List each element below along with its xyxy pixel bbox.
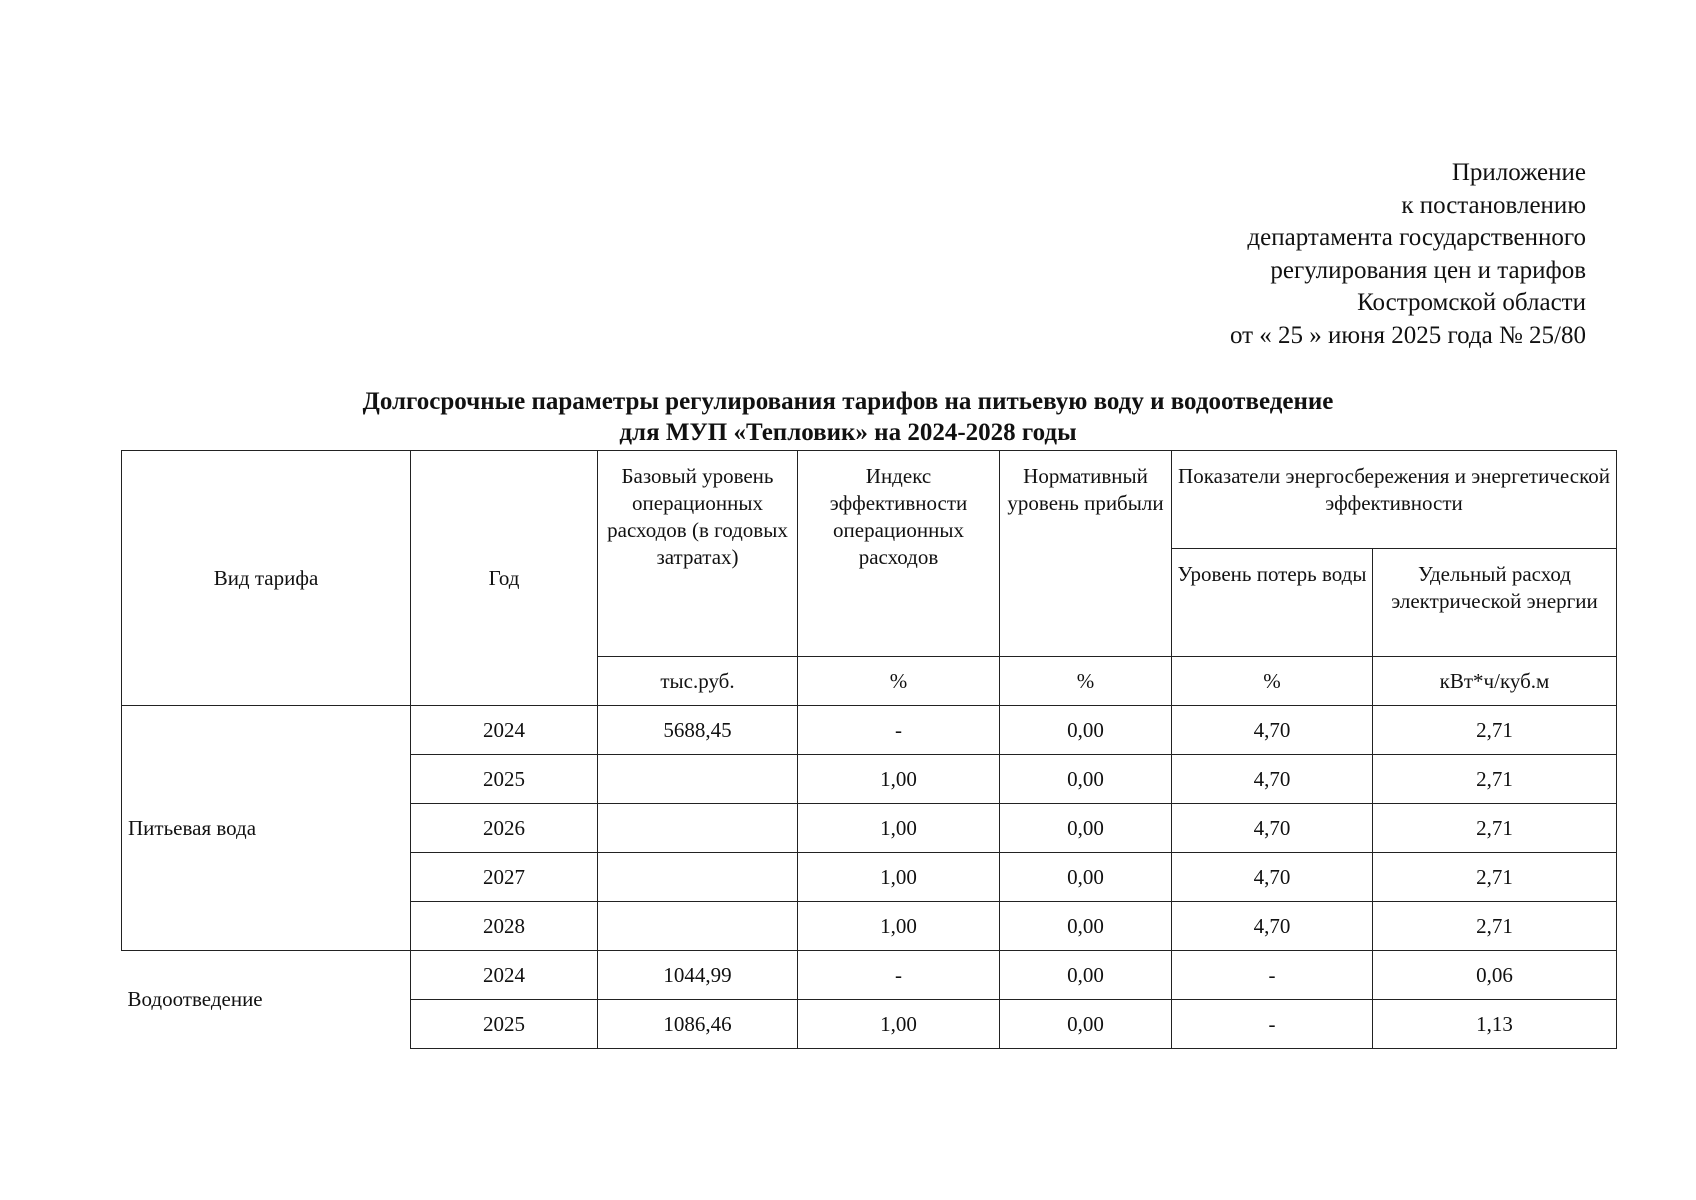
year-cell: 2027 [411, 853, 598, 902]
unit-water-losses: % [1172, 657, 1373, 706]
profit-level-cell: 0,00 [1000, 902, 1172, 951]
appendix-line: Костромской области [1357, 289, 1586, 316]
base-opex-cell [598, 804, 798, 853]
unit-efficiency-index: % [798, 657, 1000, 706]
tariff-parameters-table [121, 450, 1617, 1049]
header-row-1 [122, 451, 1617, 549]
header-year: Год [411, 451, 598, 706]
year-cell: 2024 [411, 706, 598, 755]
appendix-line: департамента государственного [1247, 224, 1586, 251]
tariff-kind-cell: Питьевая вода [122, 706, 411, 951]
year-cell: 2024 [411, 951, 598, 1000]
profit-level-cell: 0,00 [1000, 853, 1172, 902]
appendix-line: Приложение [1451, 159, 1586, 186]
efficiency-index-cell: 1,00 [798, 755, 1000, 804]
appendix-date-line: от « 25 » июня 2025 года № 25/80 [1229, 321, 1586, 349]
year-cell: 2025 [411, 755, 598, 804]
electricity-use-cell: 0,06 [1373, 951, 1617, 1000]
base-opex-cell [598, 755, 798, 804]
water-losses-cell: 4,70 [1172, 804, 1373, 853]
appendix-block [1230, 157, 1586, 352]
electricity-use-cell: 2,71 [1373, 755, 1617, 804]
profit-level-cell: 0,00 [1000, 1000, 1172, 1049]
header-water-losses: Уровень потерь воды [1172, 549, 1373, 657]
electricity-use-cell: 2,71 [1373, 706, 1617, 755]
year-cell: 2025 [411, 1000, 598, 1049]
table-row [122, 951, 1617, 1000]
header-efficiency-index: Индекс эффективности операционных расходов [798, 451, 1000, 657]
unit-profit-level: % [1000, 657, 1172, 706]
appendix-line: к постановлению [1401, 191, 1586, 219]
water-losses-cell: 4,70 [1172, 902, 1373, 951]
profit-level-cell: 0,00 [1000, 755, 1172, 804]
header-kind: Вид тарифа [122, 451, 411, 706]
efficiency-index-cell: - [798, 706, 1000, 755]
water-losses-cell: - [1172, 1000, 1373, 1049]
header-electricity-use: Удельный расход электрической энергии [1373, 549, 1617, 657]
header-base-opex: Базовый уровень операционных расходов (в годовых затратах) [598, 451, 798, 657]
year-cell: 2028 [411, 902, 598, 951]
title-line-2: для МУП «Тепловик» на 2024-2028 годы [619, 419, 1077, 446]
title-line-1: Долгосрочные параметры регулирования тарифов на питьевую воду и водоотведение [362, 388, 1334, 415]
year-cell: 2026 [411, 804, 598, 853]
base-opex-cell: 5688,45 [598, 706, 798, 755]
document-title [0, 386, 1696, 448]
tariff-kind-cell: Водоотведение [122, 951, 411, 1049]
appendix-line: регулирования цен и тарифов [1270, 256, 1586, 284]
base-opex-cell [598, 902, 798, 951]
water-losses-cell: 4,70 [1172, 706, 1373, 755]
water-losses-cell: - [1172, 951, 1373, 1000]
base-opex-cell: 1086,46 [598, 1000, 798, 1049]
electricity-use-cell: 2,71 [1373, 902, 1617, 951]
unit-electricity-use: кВт*ч/куб.м [1373, 657, 1617, 706]
header-energy-group: Показатели энергосбережения и энергетической эффективности [1172, 451, 1617, 549]
electricity-use-cell: 2,71 [1373, 804, 1617, 853]
profit-level-cell: 0,00 [1000, 951, 1172, 1000]
table-row [122, 706, 1617, 755]
base-opex-cell: 1044,99 [598, 951, 798, 1000]
efficiency-index-cell: - [798, 951, 1000, 1000]
efficiency-index-cell: 1,00 [798, 902, 1000, 951]
profit-level-cell: 0,00 [1000, 804, 1172, 853]
electricity-use-cell: 2,71 [1373, 853, 1617, 902]
electricity-use-cell: 1,13 [1373, 1000, 1617, 1049]
efficiency-index-cell: 1,00 [798, 1000, 1000, 1049]
efficiency-index-cell: 1,00 [798, 853, 1000, 902]
water-losses-cell: 4,70 [1172, 755, 1373, 804]
water-losses-cell: 4,70 [1172, 853, 1373, 902]
efficiency-index-cell: 1,00 [798, 804, 1000, 853]
base-opex-cell [598, 853, 798, 902]
header-profit-level: Нормативный уровень прибыли [1000, 451, 1172, 657]
unit-base-opex: тыс.руб. [598, 657, 798, 706]
profit-level-cell: 0,00 [1000, 706, 1172, 755]
